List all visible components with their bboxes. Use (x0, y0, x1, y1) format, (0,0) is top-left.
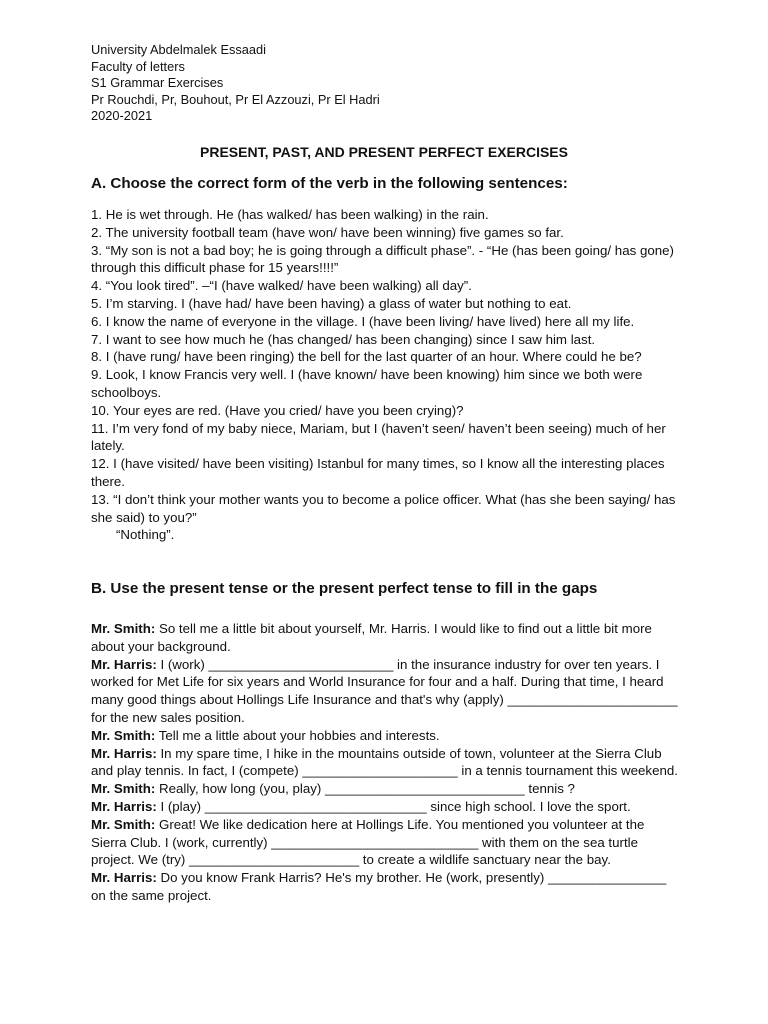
header-faculty: Faculty of letters (91, 58, 185, 74)
dialogue-text: Tell me a little about your hobbies and interests. (155, 727, 440, 743)
exercise-item-12: 12. I (have visited/ have been visiting) Istanbul for many times, so I know all the interesting places there. (91, 456, 665, 489)
dialogue-line (91, 780, 681, 798)
exercise-item-13-reply: “Nothing”. (116, 527, 175, 543)
exercise-item-5: 5. I’m starving. I (have had/ have been having) a glass of water but nothing to eat. (91, 295, 572, 311)
document-header (91, 42, 380, 125)
exercise-item-2: 2. The university football team (have won/ have been winning) five games so far. (91, 224, 564, 240)
exercise-item-3: 3. “My son is not a bad boy; he is going through a difficult phase”. - “He (has been going/ has gone) through this difficult phase for 15 years!!!!” (91, 242, 674, 276)
header-course: S1 Grammar Exercises (91, 75, 224, 91)
dialogue-line (91, 869, 681, 905)
dialogue-line (91, 745, 681, 781)
dialogue-line (91, 620, 681, 656)
section-b-dialogue (91, 620, 681, 905)
exercise-item-8: 8. I (have rung/ have been ringing) the bell for the last quarter of an hour. Where could he be? (91, 349, 642, 365)
exercise-item-13: 13. “I don’t think your mother wants you to become a police officer. What (has she been saying/ has she said) to you?” (91, 491, 676, 525)
page-title: PRESENT, PAST, AND PRESENT PERFECT EXERCISES (200, 144, 568, 160)
header-year: 2020-2021 (91, 108, 153, 124)
speaker-label: Mr. Smith: (91, 621, 156, 636)
speaker-label: Mr. Smith: (91, 727, 156, 743)
dialogue-line (91, 798, 681, 816)
section-a-list (91, 206, 681, 544)
header-professors: Pr Rouchdi, Pr, Bouhout, Pr El Azzouzi, Pr El Hadri (91, 91, 380, 107)
speaker-label: Mr. Harris: (91, 656, 157, 672)
exercise-item-7: 7. I want to see how much he (has changed/ has been changing) since I saw him last. (91, 331, 596, 347)
dialogue-line (91, 656, 681, 727)
dialogue-line (91, 816, 681, 869)
section-a-heading: A. Choose the correct form of the verb in the following sentences: (91, 175, 568, 192)
exercise-item-6: 6. I know the name of everyone in the village. I (have been living/ have lived) here all my life. (91, 313, 635, 329)
exercise-item-4: 4. “You look tired”. –“I (have walked/ have been walking) all day”. (91, 278, 472, 294)
speaker-label: Mr. Harris: (91, 798, 157, 814)
speaker-label: Mr. Smith: (91, 781, 156, 797)
exercise-item-1: 1. He is wet through. He (has walked/ has been walking) in the rain. (91, 207, 489, 222)
speaker-label: Mr. Harris: (91, 745, 157, 761)
dialogue-text: So tell me a little bit about yourself, Mr. Harris. I would like to find out a little bit more about your background. (91, 621, 652, 654)
speaker-label: Mr. Harris: (91, 870, 157, 886)
dialogue-text: Do you know Frank Harris? He's my brother. He (work, presently) ________________ on the same project. (91, 870, 667, 903)
dialogue-line (91, 727, 681, 745)
exercise-item-11: 11. I’m very fond of my baby niece, Mariam, but I (haven’t seen/ haven’t been seeing) much of her lately. (91, 420, 666, 454)
header-university: University Abdelmalek Essaadi (91, 42, 266, 57)
dialogue-text: Great! We like dedication here at Hollings Life. You mentioned you volunteer at the Sierra Club. I (work, currently) ____________________________ with them on the sea turtle project. We (try) _______________________ to create a wildlife sanctuary near the bay. (91, 816, 645, 868)
speaker-label: Mr. Smith: (91, 816, 156, 832)
dialogue-text: Really, how long (you, play) ___________________________ tennis ? (155, 781, 575, 797)
exercise-item-10: 10. Your eyes are red. (Have you cried/ have you been crying)? (91, 402, 464, 418)
dialogue-text: In my spare time, I hike in the mountains outside of town, volunteer at the Sierra Club and play tennis. In fact, I (compete) _____________________ in a tennis tournament this weekend. (91, 745, 678, 779)
dialogue-text: I (play) ______________________________ since high school. I love the sport. (156, 798, 631, 814)
dialogue-text: I (work) _________________________ in the insurance industry for over ten years. I worked for Met Life for six years and World Insurance for four and a half. During that time, I heard many good things about Hollings Life Insurance and that's why (apply) _______________________ for the new sales position. (91, 656, 678, 725)
exercise-item-9: 9. Look, I know Francis very well. I (have known/ have been knowing) him since we both were schoolboys. (91, 367, 643, 400)
section-b-heading: B. Use the present tense or the present perfect tense to fill in the gaps (91, 580, 598, 597)
